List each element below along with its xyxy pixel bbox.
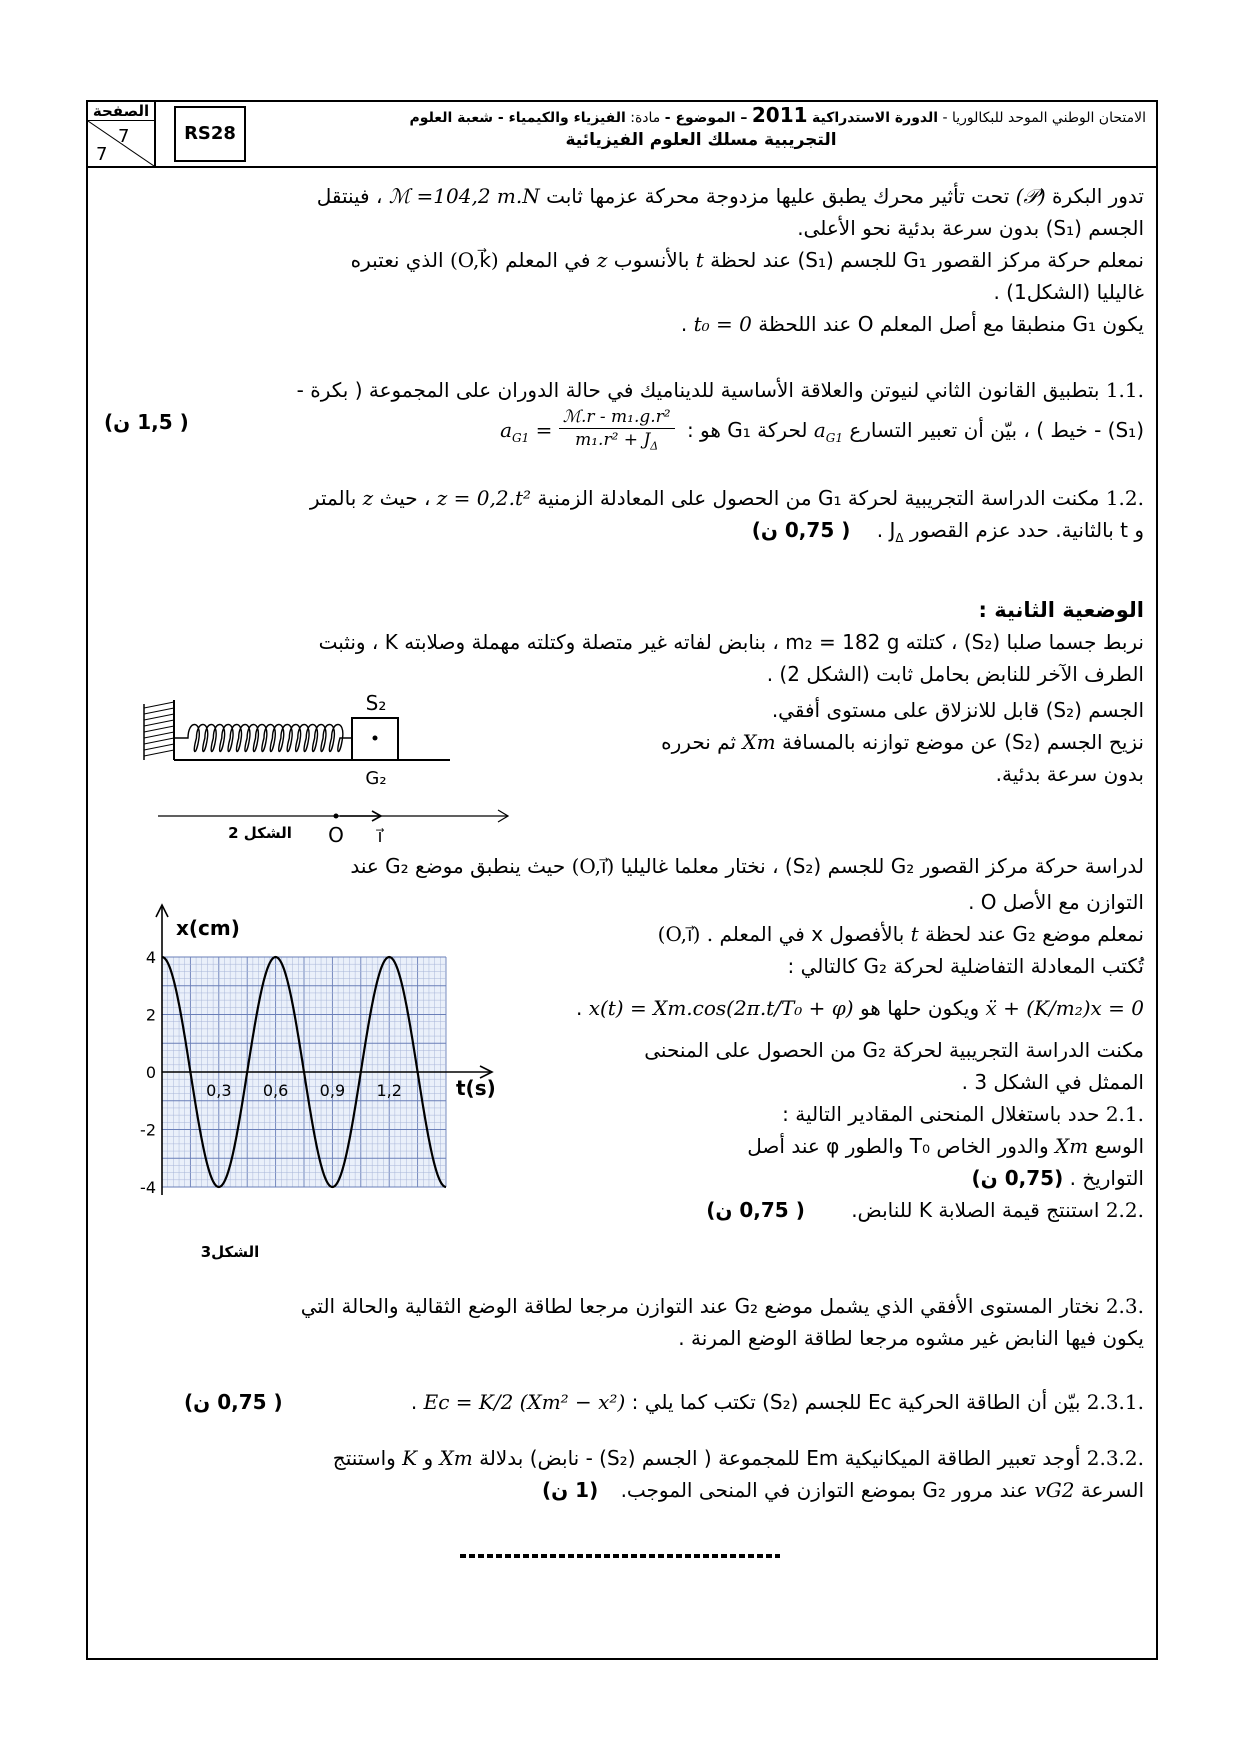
q11-text2a: (S₁) - خيط ) ، بيّن أن تعبير التسارع xyxy=(849,418,1144,443)
differential-equation: ẍ + (K/m₂)x = 0 xyxy=(985,996,1144,1020)
q23-text1: نختار المستوى الأفقي الذي يشمل موضع G₂ عند التوازن مرجعا لطاقة الوضع الثقالية والحالة التي xyxy=(300,1294,1100,1318)
torque-value: ℳ =104,2 m.N xyxy=(388,184,540,208)
q12-text1b: ، حيث xyxy=(379,486,431,510)
q11-aG1: $a_{G1}$ xyxy=(813,418,843,446)
q22-line xyxy=(524,1194,1144,1226)
y-tick-label: 4 xyxy=(145,948,156,967)
sit2-p6a: لدراسة حركة مركز القصور G₂ للجسم (S₂) ، نختار معلما غاليليا xyxy=(620,854,1144,878)
q11-text2b: لحركة G₁ هو : xyxy=(686,418,808,443)
intro-p1e: ، فينتقل xyxy=(316,184,383,208)
question-1-1 xyxy=(104,374,1144,462)
q232-points: (1 ن) xyxy=(541,1478,599,1502)
sit2-p7: التوازن مع الأصل O . xyxy=(968,890,1144,914)
q21-line3 xyxy=(524,1162,1144,1194)
figure-3-chart xyxy=(128,895,508,1265)
intro-p3a: نمعلم حركة مركز القصور G₁ للجسم (S₁) عند لحظة xyxy=(710,248,1144,272)
intro-p3e: في المعلم xyxy=(505,248,591,272)
center-g2 xyxy=(373,736,378,741)
figure-2 xyxy=(140,680,520,850)
header-title xyxy=(256,104,1146,151)
q11-line2 xyxy=(104,406,1144,462)
fig2-label-o: O xyxy=(328,823,344,847)
intro-t: t xyxy=(695,248,704,272)
q232-text2a: السرعة xyxy=(1080,1478,1144,1502)
q12-points: ( 0,75 ن) xyxy=(751,518,851,542)
q21-number: 2.1. xyxy=(1105,1102,1144,1126)
q21-text: حدد باستغلال المنحنى المقادير التالية : xyxy=(782,1102,1100,1126)
question-2-3-2 xyxy=(104,1442,1144,1506)
q22-text: استنتج قيمة الصلابة K للنابض. xyxy=(851,1198,1100,1222)
q232-text1b: واستنتج xyxy=(332,1446,396,1470)
q232-k: K xyxy=(402,1446,418,1470)
intro-p3g: الذي نعتبره xyxy=(350,248,444,272)
sit2-p4b: ثم نحرره xyxy=(661,730,737,754)
q232-v: vG2 xyxy=(1034,1478,1075,1502)
fig2-label-s2: S₂ xyxy=(365,691,387,715)
y-tick-label: 0 xyxy=(145,1063,156,1082)
sit2-p8-t: t xyxy=(910,922,919,946)
frame-ok: (O,k⃗) xyxy=(449,248,499,272)
fig2-label-g2: G₂ xyxy=(365,768,387,789)
x-tick-label: 0,9 xyxy=(319,1081,346,1100)
sit2-equations: ẍ + (K/m₂)x = 0 ويكون حلها هو x(t) = Xm.cos(2π.t/T₀ + φ) . xyxy=(575,996,1144,1020)
sit2-p5: بدون سرعة بدئية. xyxy=(995,762,1144,786)
q21-line1 xyxy=(524,1098,1144,1130)
x-tick-label: 0,3 xyxy=(206,1081,232,1100)
q21-xm: Xm xyxy=(1055,1134,1089,1158)
x-tick-label: 0,6 xyxy=(262,1081,289,1100)
q11-den-text: m₁.r² + J xyxy=(575,430,651,450)
sit2-p2: الطرف الآخر للنابض بحامل ثابت (الشكل 2) . xyxy=(766,662,1144,686)
q21-points: (0,75 ن) xyxy=(971,1166,1064,1190)
page-label: الصفحة xyxy=(88,102,154,121)
end-rule xyxy=(460,1554,780,1558)
q11-number: 1.1. xyxy=(1105,378,1144,402)
intro-z: z xyxy=(596,248,608,272)
q23-line1 xyxy=(104,1290,1144,1322)
q232-text1: أوجد تعبير الطاقة الميكانيكية Em للمجموعة ( الجسم (S₂) - نابض) بدلالة xyxy=(479,1446,1081,1470)
header-year: 2011 xyxy=(751,103,808,127)
sit2-right-column xyxy=(524,886,1144,1226)
sit2-p11: مكنت الدراسة التجريبية لحركة G₂ من الحصول على المنحنى xyxy=(644,1038,1144,1062)
origin-point xyxy=(334,814,339,819)
x-tick-label: 1,2 xyxy=(376,1081,402,1100)
q22-points: ( 0,75 ن) xyxy=(706,1198,805,1222)
q11-formula-lhs: a xyxy=(500,418,513,443)
q21-line2 xyxy=(524,1130,1144,1162)
q231-formula: Ec = K/2 (Xm² − x²) xyxy=(423,1390,626,1414)
intro-line4: غاليليا (الشكل1) . xyxy=(993,280,1144,304)
q22-number: 2.2. xyxy=(1105,1198,1144,1222)
sit2-p1: نربط جسما صلبا (S₂) ، كتلته m₂ = 182 g ، بنابض لفاته غير متصلة وكتلته مهملة وصلابته K ، ونثبت xyxy=(318,630,1144,654)
q232-and: و xyxy=(423,1446,434,1470)
q21-line2a: الوسع xyxy=(1094,1134,1144,1158)
intro-line1 xyxy=(104,180,1144,212)
q11-fraction xyxy=(559,406,675,457)
q232-text2b: عند مرور G₂ بموضع التوازن في المنحى الموجب. xyxy=(620,1478,1029,1502)
question-1-2 xyxy=(104,482,1144,554)
intro-line3 xyxy=(104,244,1144,276)
sit2-p8 xyxy=(524,918,1144,950)
intro-p5c: . xyxy=(680,312,688,336)
q12-line1 xyxy=(104,482,1144,514)
chart-xlabel: t(s) xyxy=(456,1076,496,1100)
chart-caption: الشكل3 xyxy=(200,1243,260,1261)
q11-points: ( 1,5 ن) xyxy=(104,410,189,434)
intro-section xyxy=(104,180,1144,340)
sit2-p8d: (O,i⃗) . xyxy=(657,922,714,946)
spring xyxy=(174,725,352,752)
q12-text1: مكنت الدراسة التجريبية لحركة G₁ من الحصول على المعادلة الزمنية xyxy=(537,486,1100,510)
intro-p1c: تحت تأثير محرك يطبق عليها مزدوجة محركة عزمها ثابت xyxy=(546,184,1010,208)
sit2-xm: Xm xyxy=(742,730,776,754)
solution-equation: x(t) = Xm.cos(2π.t/T₀ + φ) xyxy=(588,996,854,1020)
page-number-box xyxy=(86,100,156,166)
q232-line2 xyxy=(104,1474,1144,1506)
sit2-p6c: حيث ينطبق موضع G₂ عند xyxy=(350,854,566,878)
y-tick-label: 2 xyxy=(145,1005,156,1025)
q23-text2: يكون فيها النابض غير مشوه مرجعا لطاقة الوضع المرنة . xyxy=(678,1326,1144,1350)
q23-number: 2.3. xyxy=(1105,1294,1144,1318)
q12-text1c: بالمتر xyxy=(309,486,357,510)
q11-text1: بتطبيق القانون الثاني لنيوتن والعلاقة الأساسية للديناميك في حالة الدوران على المجموعة ( بكرة - xyxy=(296,378,1100,402)
chart-ylabel: x(cm) xyxy=(176,916,240,940)
q12-number: 1.2. xyxy=(1105,486,1144,510)
q12-z: z xyxy=(362,486,374,510)
q11-a: a xyxy=(813,418,826,443)
header-subject-word: مادة: xyxy=(630,110,661,126)
pulley-symbol: (𝒫) xyxy=(1015,184,1046,208)
sit2-p4a: نزيح الجسم (S₂) عن موضع توازنه بالمسافة xyxy=(781,730,1144,754)
sit2-p3: الجسم (S₂) قابل للانزلاق على مستوى أفقي. xyxy=(771,698,1144,722)
q21-line2b: والدور الخاص T₀ والطور φ عند أصل xyxy=(747,1134,1049,1158)
sit2-p6 xyxy=(104,850,1144,882)
q11-line1 xyxy=(104,374,1144,406)
question-2-3-1: 2.3.1. بيّن أن الطاقة الحركية Ec للجسم (S₂) تكتب كما يلي : Ec = K/2 (Xm² − x²) . ( 0,75 ن) xyxy=(104,1374,1144,1430)
sit2-p8a: نمعلم موضع G₂ عند لحظة xyxy=(925,922,1144,946)
question-2-3 xyxy=(104,1290,1144,1354)
situation-2-title: الوضعية الثانية : xyxy=(978,598,1144,622)
fig2-caption: الشكل 2 xyxy=(228,824,292,842)
exam-header xyxy=(86,100,1158,168)
header-subject-label: – الموضوع - xyxy=(664,110,748,126)
intro-line2: الجسم (S₁) بدون سرعة بدئية نحو الأعلى. xyxy=(797,216,1144,240)
q232-line1 xyxy=(104,1442,1144,1474)
fixed-support xyxy=(144,700,174,760)
intro-line5 xyxy=(104,308,1144,340)
header-session: الدورة الاستدراكية xyxy=(812,110,939,126)
header-subject: الفيزياء والكيمياء - شعبة العلوم xyxy=(409,110,626,126)
q12-line2: و t بالثانية. حدد عزم القصور $J_\Delta$ . ( 0,75 ن) xyxy=(751,518,1144,545)
intro-p3c: بالأنسوب xyxy=(613,248,690,272)
sit2-frame-oi: (O,i⃗) xyxy=(571,854,615,878)
sit2-p4 xyxy=(544,726,1144,758)
q11-numerator: ℳ.r - m₁.g.r² xyxy=(559,406,675,429)
q232-number: 2.3.2. xyxy=(1086,1446,1144,1470)
header-line1a: الامتحان الوطني الموحد للبكالوريا - xyxy=(942,110,1146,126)
q11-formula: $a_{G1}$ = ℳ.r - m₁.g.r² $m_1.r^2 + J_\Delta$ xyxy=(500,406,674,457)
sit2-frame-text xyxy=(104,850,1144,882)
q12-text2: و t بالثانية. حدد عزم القصور J xyxy=(889,518,1144,542)
y-tick-label: -4 xyxy=(140,1178,156,1197)
q231-number: 2.3.1. xyxy=(1086,1390,1144,1414)
sit2-p10: ويكون حلها هو xyxy=(859,996,980,1020)
y-tick-label: -2 xyxy=(140,1120,156,1140)
q11-denominator: $m_1.r^2 + J_\Delta$ xyxy=(575,430,659,453)
q231-text: بيّن أن الطاقة الحركية Ec للجسم (S₂) تكتب كما يلي : xyxy=(631,1390,1081,1414)
q21-line3-text: التواريخ . xyxy=(1069,1166,1144,1190)
q231-points: ( 0,75 ن) xyxy=(184,1390,283,1414)
sit2-p9: تُكتب المعادلة التفاضلية لحركة G₂ كالتالي : xyxy=(787,954,1144,978)
intro-p1a: تدور البكرة xyxy=(1052,184,1144,208)
q232-xm: Xm xyxy=(439,1446,473,1470)
q12-equation: z = 0,2.t² xyxy=(436,486,532,510)
sit2-p8c: بالأفصول x في المعلم xyxy=(719,922,905,946)
intro-p5a: يكون G₁ منطبقا مع أصل المعلم O عند اللحظة xyxy=(758,312,1144,336)
page-total: 7 xyxy=(96,144,108,165)
fig2-label-i: i⃗ xyxy=(377,826,383,847)
situation-2 xyxy=(104,594,1144,690)
t0-value: t₀ = 0 xyxy=(693,312,752,336)
page-number: 7 xyxy=(118,126,130,147)
header-line2: التجريبية مسلك العلوم الفيزيائية xyxy=(565,130,837,150)
exam-code: RS28 xyxy=(174,106,246,162)
sit2-p12: الممثل في الشكل 3 . xyxy=(961,1070,1144,1094)
sit2-side-text xyxy=(544,694,1144,790)
